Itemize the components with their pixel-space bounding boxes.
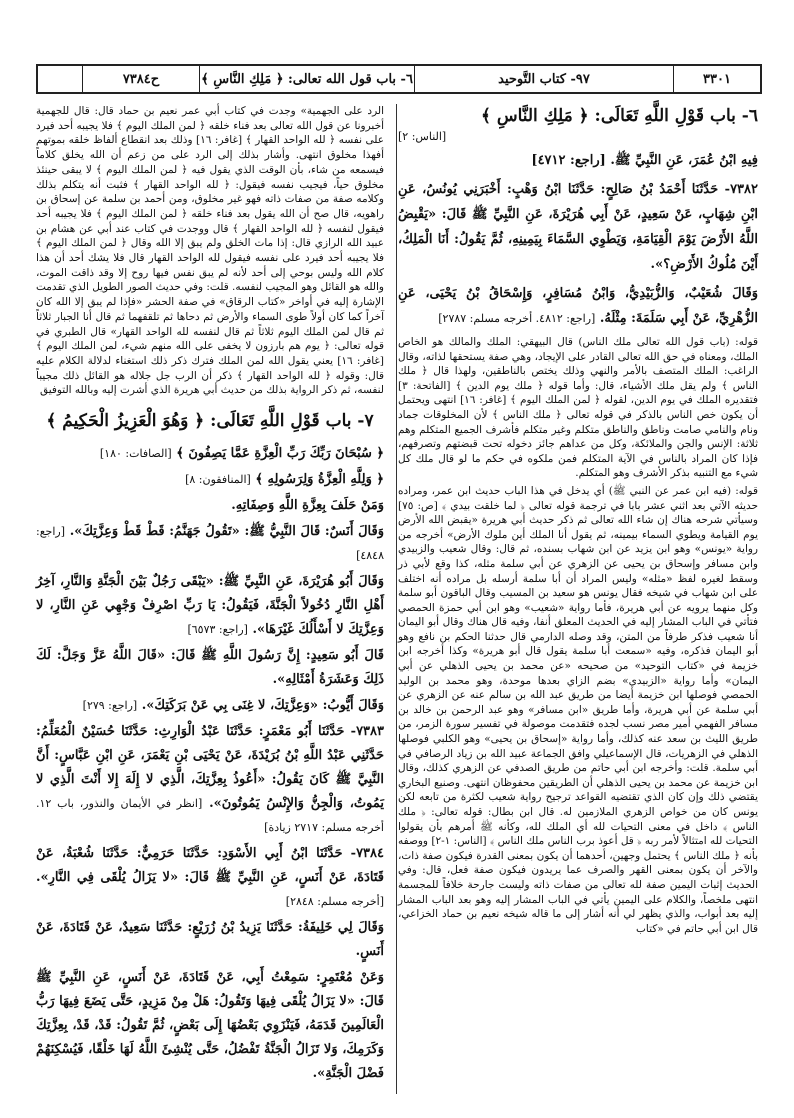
- hadith-7383-text: ٧٣٨٣- حَدَّثَنَا أَبُو مَعْمَرٍ: حَدَّثَنَا عَبْدُ الْوَارِثِ: حَدَّثَنَا حُسَيْنٌ الْمُعَلِّمُ: حَدَّثَنِي عَبْدُ اللَّهِ بْنُ بُرَيْدَةَ، عَنْ يَحْيَى بْنِ يَعْمَرَ، عَنِ ابْنِ عَبَّاسٍ: أَنَّ النَّبِيَّ ﷺ كَانَ يَقُولُ: «أَعُوذُ بِعِزَّتِكَ، الَّذِي لا إِلَهَ إِلا أَنْتَ الَّذِي لا يَمُوتُ، وَالْجِنُّ وَالإِنْسُ يَمُوتُونَ».: [36, 724, 384, 812]
- hadith-range-left: ح٧٣٨٤: [82, 66, 199, 92]
- verse-2-text: ﴿ وَلِلَّهِ الْعِزَّةُ وَلِرَسُولِهِ ﴾: [255, 472, 384, 488]
- commentary-paragraph-1: قوله: (باب قول الله تعالى ملك الناس) قال البيهقي: الملك والمالك هو الخاص الملك، ومعناه في حق الله تعالى القادر على الإيجاد، وهي صفة يستحقها لذاته، وقال الراغب: الملك المتصف بالأمر والنهي وذلك يختص بالناطقين، ولهذا قال ﴿ ملك الناس ﴾ ولم يقل ملك الأشياء، قال: وأما قوله ﴿ ملك يوم الدين ﴾ [الفاتحة: ٣] فتقديره الملك في يوم الدين، لقوله ﴿ لمن الملك اليوم ﴾ [غافر: ١٦] انتهى ويحتمل أن يكون خص الناس بالذكر في قوله تعالى ﴿ ملك الناس ﴾ لأن المخلوقات جماد ونام والنامي صامت وناطق والناطق متكلم وغير متكلم فأشرف الجميع المتكلم وهم ثلاثة: الإنس والجن والملائكة، وكل من عداهم جائز دخوله تحت قبضتهم وتصرفهم، فإذا كان المراد بالناس في الآية المتكلم فمن ملكوه في حكم ما لو قال ملك كل شيء مع التنبيه بذكر الأشرف وهو المتكلم.: [398, 336, 758, 480]
- left-column: [36, 104, 384, 1088]
- hadith-7384-text: ٧٣٨٤- حَدَّثَنَا ابْنُ أَبِي الأَسْوَدِ: حَدَّثَنَا حَرَمِيٌّ: حَدَّثَنَا شُعْبَةُ، عَنْ قَتَادَةَ، عَنْ أَنَسٍ، عَنِ النَّبِيِّ ﷺ قَالَ: «لا يَزَالُ يُلْقَى فِي النَّارِ».: [36, 846, 384, 886]
- ayyub-report-text: وَقَالَ أَيُّوبُ: «وَعِزَّتِكَ، لا غِنَى بِي عَنْ بَرَكَتِكَ».: [141, 698, 384, 714]
- column-divider: [396, 104, 397, 1094]
- chapter-6-verse-ref: [الناس: ٢]: [398, 130, 447, 143]
- verse-1-text: ﴿ سُبْحَانَ رَبِّكَ رَبِّ الْعِزَّةِ عَمَّا يَصِفُونَ ﴾: [176, 446, 384, 462]
- commentary-paragraph-2: قوله: (فيه ابن عمر عن النبي ﷺ) أي يدخل في هذا الباب حديث ابن عمر، ومراده حديثه الآتي بعد اثني عشر بابا في ترجمة قوله تعالى ﴿ لما خلقت بيدي ﴾ [ص: ٧٥] وسيأتي شرحه هناك إن شاء الله تعالى ثم ذكر حديث أبي هريرة «يقبض الله الأرض يوم القيامة ويطوي السماء بيمينه، ثم يقول أنا الملك أين ملوك الأرض» أخرجه من رواية «يونس» وهو ابن يزيد عن ابن شهاب بسنده، ثم قال: وقال شعيب والزبيدي وابن مسافر وإسحاق بن يحيى عن الزهري عن أبي سلمة مثله، كذا وقع لأبي ذر وسقط لغيره لفظ «مثله» وليس المراد أن أبا سلمة أرسله بل مراده أنه اختلف على ابن شهاب في شيخه فقال يونس هو سعيد بن المسيب وقال الباقون أبو سلمة وكل منهما يرويه عن أبي هريرة، فأما رواية «شعيب» وهو ابن أبي حمزة الحمصي فتأتي في الباب المشار إليه في الحديث المعلق أنفا، وفيه قال هناك وقال أبو اليمان أنا شعيب فذكر طرفاً من المتن، وقد وصله الدارمي قال حدثنا الحكم بن نافع وهو أبو اليمان فذكره، وفيه «سمعت أبا سلمة يقول قال أبو هريرة» وكذا أخرجه ابن خزيمة في «كتاب التوحيد» من صحيحه «عن محمد بن يحيى الذهلي عن أبي اليمان» وأما رواية «الزبيدي» بضم الزاي بعدها موحدة، وهو محمد بن الوليد الحمصي فوصلها ابن خزيمة أيضا من طريق عبد الله بن سالم عنه عن الزهري عن أبي سلمة عن أبي هريرة، وأما طريق «ابن مسافر» وهو عبد الرحمن بن خالد بن مسافر الفهمي أمير مصر نسب لجده فتقدمت موصولة في تفسير سورة الزمر، من طريق الليث بن سعد عنه كذلك، وأما رواية «إسحاق بن يحيى» وهو الكلبي فوصلها الذهلي في الزهريات، قال الإسماعيلي وافق الجماعة عبيد الله بن زياد الرصافي في أبي سلمة. قلت: وأخرجه ابن أبي حاتم من طريق الصدفي عن الزهري كذلك، وقال ابن خزيمة عن محمد بن يحيى الذهلي أن الطريقين محفوظان انتهى. وصنيع البخاري يقتضي ذلك وإن كان الذي تقتضيه القواعد ترجيح رواية شعيب لكثرة من تابعه لكن يونس كان من خواص الزهري الملازمين له. قال ابن بطال: قوله تعالى: ﴿ ملك الناس ﴾ داخل في معنى التحيات لله أي الملك لله، وكأنه ﷺ أمرهم بأن يقولوا التحيات لله امتثالاً لأمر ربه ﴿ قل أعوذ برب الناس ملك الناس ﴾ [الناس: ١-٢] ووصفه بأنه ﴿ ملك الناس ﴾ يحتمل وجهين، أحدهما أن يكون بمعنى القدرة فيكون صفة ذات، والآخر أن يكون بمعنى القهر والصرف عما يريدون فيكون صفة فعل، قال: وفي الحديث إثبات اليمين صفة لله تعالى من صفات ذاته وليست جارحة خلافاً للمجسمة انتهى ملخصاً، والكلام على اليمين يأتي في الباب المشار إليه وهو بعد الباب المشار إليه بعد أبواب، والذي يظهر لي أنه أشار إلى ما قاله شيخه نعيم بن حماد الخزاعي، قال ابن أبي حاتم في «كتاب: [398, 484, 758, 935]
- verse-1-ref: [الصافات: ١٨٠]: [99, 447, 172, 461]
- abu-hurayra-report-text: وَقَالَ أَبُو هُرَيْرَةَ، عَنِ النَّبِيِّ ﷺ: «يَبْقَى رَجُلٌ بَيْنَ الْجَنَّةِ وَالنَّارِ، آخِرُ أَهْلِ النَّارِ دُخُولاً الْجَنَّةَ، فَيَقُولُ: يَا رَبِّ اصْرِفْ وَجْهِي عَنِ النَّارِ، لا وَعِزَّتِكَ لا أَسْأَلُكَ غَيْرَهَا».: [36, 574, 384, 638]
- ayyub-report: [36, 694, 384, 718]
- verse-2: [36, 468, 384, 492]
- verse-1: [36, 442, 384, 466]
- anas-report-ref: [راجع: ٤٨٤٨]: [36, 525, 384, 563]
- page-number-right: ٣٣٠١: [673, 66, 760, 92]
- abu-hurayra-report: [36, 570, 384, 642]
- hadith-7384-ref: [أخرجه مسلم: ٢٨٤٨]: [285, 895, 384, 909]
- narrators-line: فِيهِ ابْنُ عُمَرَ، عَنِ النَّبِيِّ ﷺ. [راجع: ٤٧١٢]: [531, 153, 758, 168]
- hadith-7382-followup: [398, 281, 758, 331]
- commentary-continued: الرد على الجهمية» وجدت في كتاب أبي عمر نعيم بن حماد قال: قال للجهمية أخبرونا عن قول الله تعالى بعد فناء خلقه ﴿ لمن الملك اليوم ﴾ فلا يجيبه أحد فيرد على نفسه ﴿ لله الواحد القهار ﴾ [غافر: ١٦] وذلك بعد انقطاع ألفاظ خلقه بموتهم أفهذا مخلوق انتهى. وأشار بذلك إلى الرد على من زعم أن الله يخلق كلاماً فيسمعه من شاء، بأن الوقت الذي يقول فيه ﴿ لمن الملك اليوم ﴾ لا يبقى حينئذ مخلوق حياً، فيجيب نفسه فيقول: ﴿ لله الواحد القهار ﴾ فثبت أنه يتكلم بذلك وكلامه صفة من صفات ذاته فهو غير مخلوق، ومن أحمد بن سلمة عن إسحاق بن راهويه، قال صح أن الله يقول بعد فناء خلقه ﴿ لمن الملك اليوم ﴾ فلا يجيبه أحد فيقول لنفسه ﴿ لله الواحد القهار ﴾ قال ووجدت في كتاب عند أبي عن هشام بن عبيد الله الرازي قال: إذا مات الخلق ولم يبق إلا الله وقال ﴿ لمن الملك اليوم ﴾ فلا يجيبه أحد فيرد على نفسه فيقول لله الواحد القهار قال فلا يشك أحد أن هذا كلام الله وليس بوحي إلى أحد لأنه لم يبق نفس فيها روح إلا وقد ذاقت الموت، والله هو القائل وهو المجيب لنفسه. قلت: وفي حديث الصور الطويل الذي تقدمت الإشارة إليه في أواخر «كتاب الرقاق» في صفة الحشر «فإذا لم يبق إلا الله كان آخراً كما كان أولاً طوى السماء والأرض ثم دحاها ثم تلقفهما ثم قال أنا الجبار ثلاثاً ثم قال لمن الملك اليوم ثلاثاً ثم قال لنفسه لله الواحد القهار» قال الطبري في قوله تعالى: ﴿ يوم هم بارزون لا يخفى على الله منهم شيء، لمن الملك اليوم ﴾ [غافر: ١٦] يعني يقول الله لمن الملك فترك ذكر ذلك استغناء لدلالة الكلام عليه قال: وقوله ﴿ لله الواحد القهار ﴾ ذكر أن الرب جل جلاله هو القائل ذلك مجيباً لنفسه، ثم ذكر الرواية بذلك من حديث أبي هريرة الذي أشرت إليه وبالله التوفيق: [36, 105, 384, 397]
- abu-said-report: قَالَ أَبُو سَعِيدٍ: إِنَّ رَسُولَ اللَّهِ ﷺ قَالَ: «قَالَ اللَّهُ عَزَّ وَجَلَّ: لَكَ ذَلِكَ وَعَشَرَةُ أَمْثَالِهِ».: [36, 648, 384, 688]
- abu-hurayra-report-ref: [راجع: ٦٥٧٣]: [187, 623, 248, 637]
- anas-report-text: وَقَالَ أَنَسٌ: قَالَ النَّبِيُّ ﷺ: «تَقُولُ جَهَنَّمُ: قَطْ قَطْ وَعِزَّتِكَ».: [69, 524, 384, 540]
- anas-report: [36, 520, 384, 568]
- hadith-7382: ٧٣٨٢- حَدَّثَنَا أَحْمَدُ بْنُ صَالِحٍ: حَدَّثَنَا ابْنُ وَهْبٍ: أَخْبَرَنِي يُونُسُ، عَنِ ابْنِ شِهَابٍ، عَنْ سَعِيدٍ، عَنْ أَبِي هُرَيْرَةَ، عَنِ النَّبِيِّ ﷺ قَالَ: «يَقْبِضُ اللَّهُ الأَرْضَ يَوْمَ الْقِيَامَةِ، وَيَطْوِي السَّمَاءَ بِيَمِينِهِ، ثُمَّ يَقُولُ: أَنَا الْمَلِكُ، أَيْنَ مُلُوكُ الأَرْضِ؟».: [398, 182, 758, 272]
- page-header: [36, 64, 762, 94]
- header-empty-cell: [38, 66, 82, 92]
- hadith-7383-ref: [انظر في الأيمان والنذور، باب ١٢. أخرجه مسلم: ٢٧١٧ زيادة]: [36, 797, 384, 835]
- right-column: [398, 104, 758, 939]
- oath-line: وَمَنْ حَلَفَ بِعِزَّةِ اللَّهِ وَصِفَاتِهِ.: [231, 498, 384, 514]
- verse-2-ref: [المنافقون: ٨]: [185, 473, 251, 487]
- hadith-7382-ref: [راجع: ٤٨١٢. أخرجه مسلم: ٢٧٨٧]: [438, 312, 596, 325]
- hadith-7382-followup-text: وَقَالَ شُعَيْبٌ، وَالزُّبَيْدِيُّ، وَابْنُ مُسَافِرٍ، وَإِسْحَاقُ بْنُ يَحْيَى، عَنِ الزُّهْرِيِّ، عَنْ أَبِي سَلَمَةَ: مِثْلَهُ.: [398, 286, 758, 326]
- chapter-6-title: ٦- باب قَوْلِ اللَّهِ تَعَالَى: ﴿ مَلِكِ النَّاسِ ﴾: [480, 106, 758, 126]
- hadith-7383: [36, 720, 384, 840]
- chapter-heading: ٩٧- كتاب التَّوحيد: [414, 66, 673, 92]
- khalifa-report: وَقَالَ لِي خَلِيفَةُ: حَدَّثَنَا يَزِيدُ بْنُ زُرَيْعٍ: حَدَّثَنَا سَعِيدٌ، عَنْ قَتَادَةَ، عَنْ أَنَسٍ.: [36, 920, 384, 960]
- section-heading: ٦- باب قول الله تعالى: ﴿ مَلِكِ النَّاسِ ﴾: [199, 66, 414, 92]
- ayyub-report-ref: [راجع: ٢٧٩]: [82, 699, 138, 713]
- mutamir-report: وَعَنْ مُعْتَمِرٍ: سَمِعْتُ أَبِي، عَنْ قَتَادَةَ، عَنْ أَنَسٍ، عَنِ النَّبِيِّ ﷺ قَالَ: «لا يَزَالُ يُلْقَى فِيهَا وَتَقُولُ: هَلْ مِنْ مَزِيدٍ، حَتَّى يَضَعَ فِيهَا رَبُّ الْعَالَمِينَ قَدَمَهُ، فَيَنْزَوِي بَعْضُهَا إِلَى بَعْضٍ، ثُمَّ تَقُولُ: قَدْ، قَدْ، بِعِزَّتِكَ وَكَرَمِكَ، وَلا تَزَالُ الْجَنَّةُ تَفْضُلُ، حَتَّى يُنْشِئَ اللَّهُ لَهَا خَلْقًا، فَيُسْكِنَهُمْ فَضْلَ الْجَنَّةِ».: [36, 970, 384, 1082]
- hadith-7384: [36, 842, 384, 914]
- chapter-7-title: ٧- باب قَوْلِ اللَّهِ تَعَالَى: ﴿ وَهُوَ الْعَزِيزُ الْحَكِيمُ ﴾: [46, 411, 374, 432]
